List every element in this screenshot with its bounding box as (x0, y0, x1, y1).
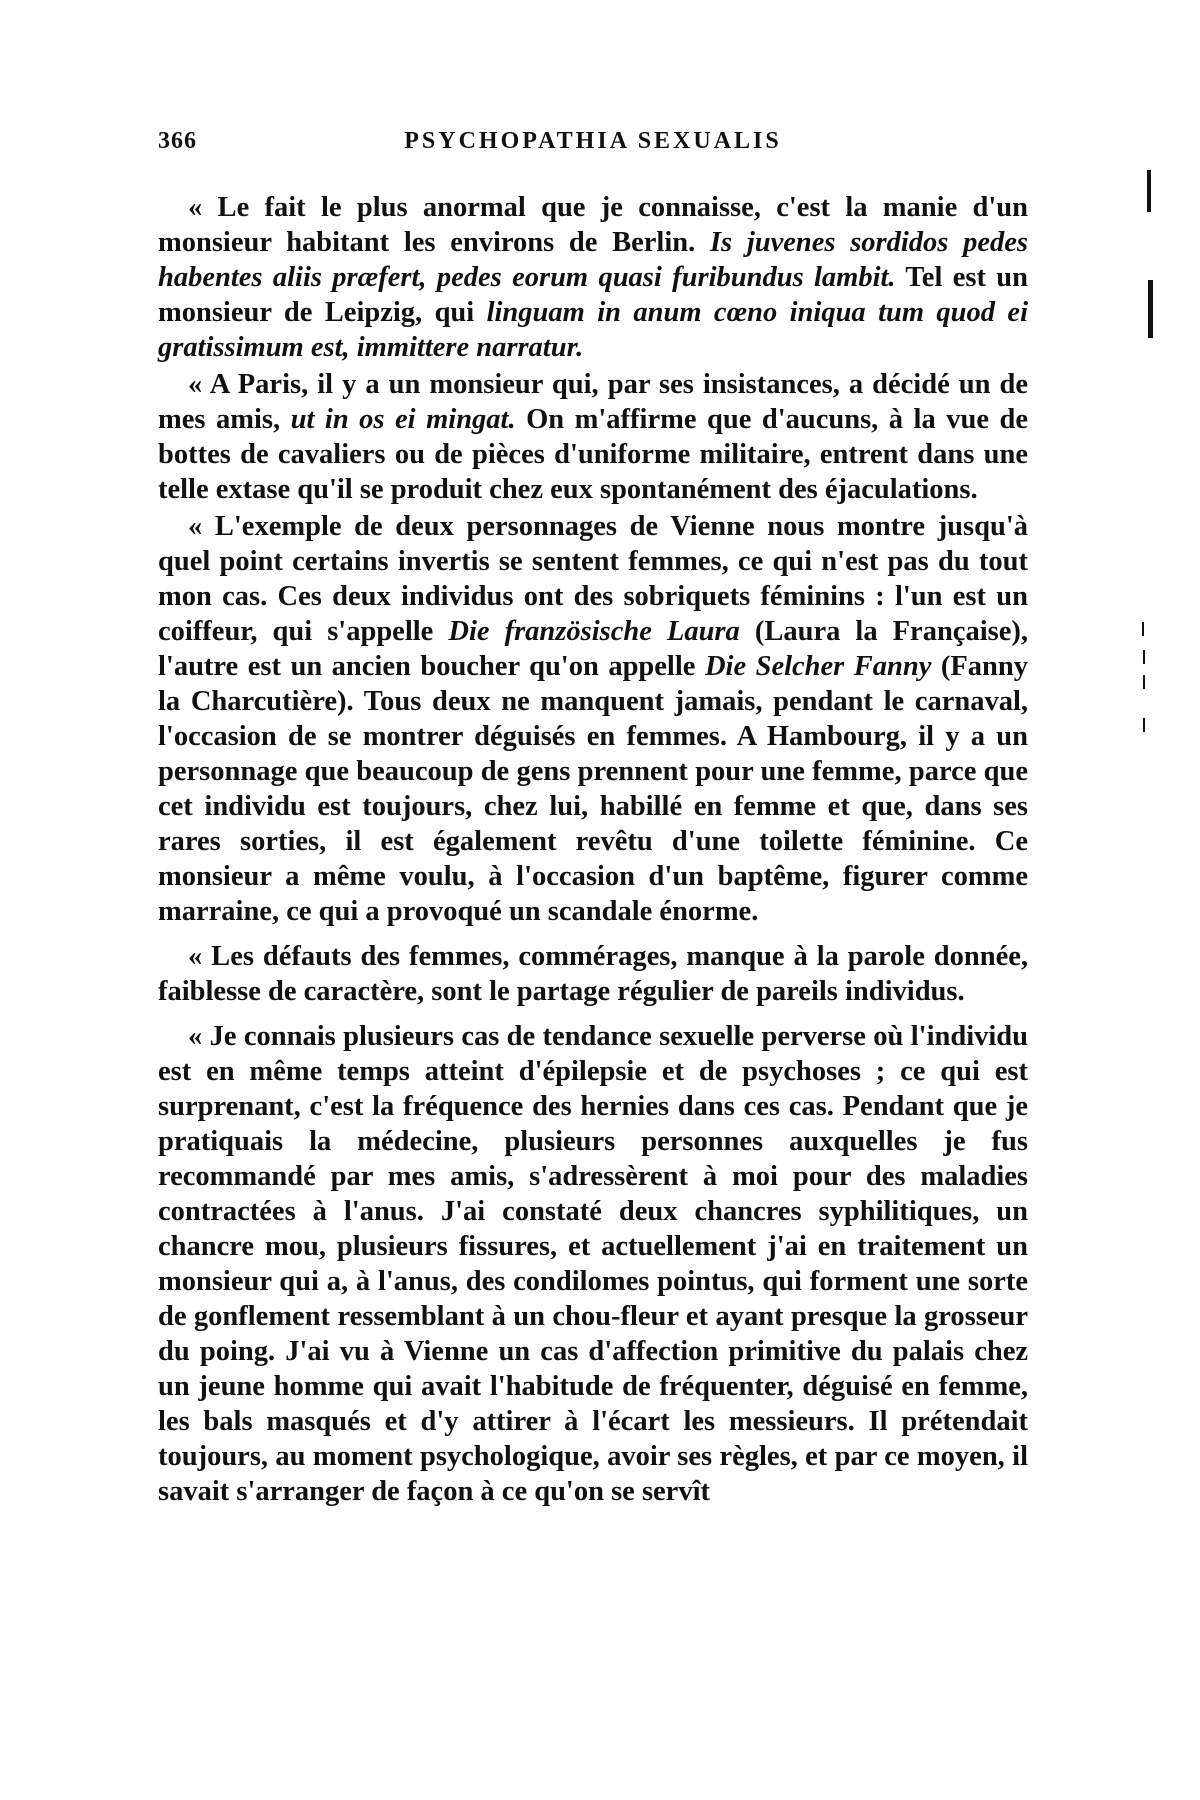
margin-mark (1143, 718, 1145, 732)
paragraph (158, 939, 1028, 1009)
page-header (158, 128, 1028, 168)
text-run: « Je connais plusieurs cas de tendance sexuelle perverse où l'individu est en même temps atteint d'épilepsie et de psychoses ; ce qui est surprenant, c'est la fréquence des hernies dans ces cas. Pendant que je pratiquais la médecine, plusieurs personnes auxquelles je fus recommandé par mes amis, s'adressèrent à moi pour des maladies contractées à l'anus. J'ai constaté deux chancres syphilitiques, un chancre mou, plusieurs fissures, et actuellement j'ai en traitement un monsieur qui a, à l'anus, des condilomes pointus, qui forment une sorte de gonflement ressemblant à un chou-fleur et ayant presque la grosseur du poing. J'ai vu à Vienne un cas d'affection primitive du palais chez un jeune homme qui avait l'habitude de fréquenter, déguisé en femme, les bals masqués et d'y attirer à l'écart les messieurs. Il prétendait toujours, au moment psychologique, avoir ses règles, et par ce moyen, il savait s'arranger de façon à ce qu'on se servît (158, 1021, 1028, 1507)
margin-mark (1142, 622, 1144, 636)
text-run: « A Paris, il y a un monsieur qui, par ses insistances, a décidé un de mes amis, (158, 369, 1028, 435)
text-run: « Le fait le plus anormal que je connaisse, c'est la manie d'un monsieur habitant les environs de Berlin. (158, 192, 1028, 258)
text-run: On m'affirme que d'aucuns, à la vue de bottes de cavaliers ou de pièces d'uniforme militaire, entrent dans une telle extase qu'il se produit chez eux spontanément des éjaculations. (158, 404, 1028, 505)
text-run: « L'exemple de deux personnages de Vienne nous montre jusqu'à quel point certains invertis se sentent femmes, ce qui n'est pas du tout mon cas. Ces deux individus ont des sobriquets féminins : l'un est un coiffeur, qui s'appelle (158, 511, 1028, 647)
paragraph (158, 367, 1028, 507)
page-number: 366 (158, 128, 197, 154)
latin-passage: ut in os ei mingat. (290, 404, 516, 435)
body-text (158, 190, 1028, 1511)
running-title: PSYCHOPATHIA SEXUALIS (404, 128, 782, 154)
margin-mark (1148, 280, 1153, 338)
latin-passage: linguam in anum cœno iniqua tum quod ei gratissimum est, immittere narratur. (158, 297, 1028, 363)
margin-mark (1143, 675, 1145, 689)
margin-mark (1147, 170, 1151, 212)
text-run: (Fanny la Charcutière). Tous deux ne manquent jamais, pendant le carnaval, l'occasion de se montrer déguisés en femmes. A Hambourg, il y a un personnage que beaucoup de gens prennent pour une femme, parce que cet individu est toujours, chez lui, habillé en femme et que, dans ses rares sorties, il est également revêtu d'une toilette féminine. Ce monsieur a même voulu, à l'occasion d'un baptême, figurer comme marraine, ce qui a provoqué un scandale énorme. (158, 651, 1029, 927)
text-run: Tel est un monsieur de Leipzig, qui (158, 262, 1028, 328)
nickname: Die französische Laura (448, 616, 740, 647)
latin-passage: Is juvenes sordidos pedes habentes aliis præfert, pedes eorum quasi furibundus lambit. (158, 227, 1028, 293)
margin-mark (1143, 650, 1145, 664)
nickname: Die Selcher Fanny (704, 651, 932, 682)
paragraph (158, 1019, 1028, 1509)
text-run: (Laura la Française), l'autre est un ancien boucher qu'on appelle (158, 616, 1028, 682)
text-run: « Les défauts des femmes, commérages, manque à la parole donnée, faiblesse de caractère, sont le partage régulier de pareils individus. (158, 941, 1028, 1007)
paragraph (158, 190, 1028, 365)
paragraph (158, 509, 1028, 929)
